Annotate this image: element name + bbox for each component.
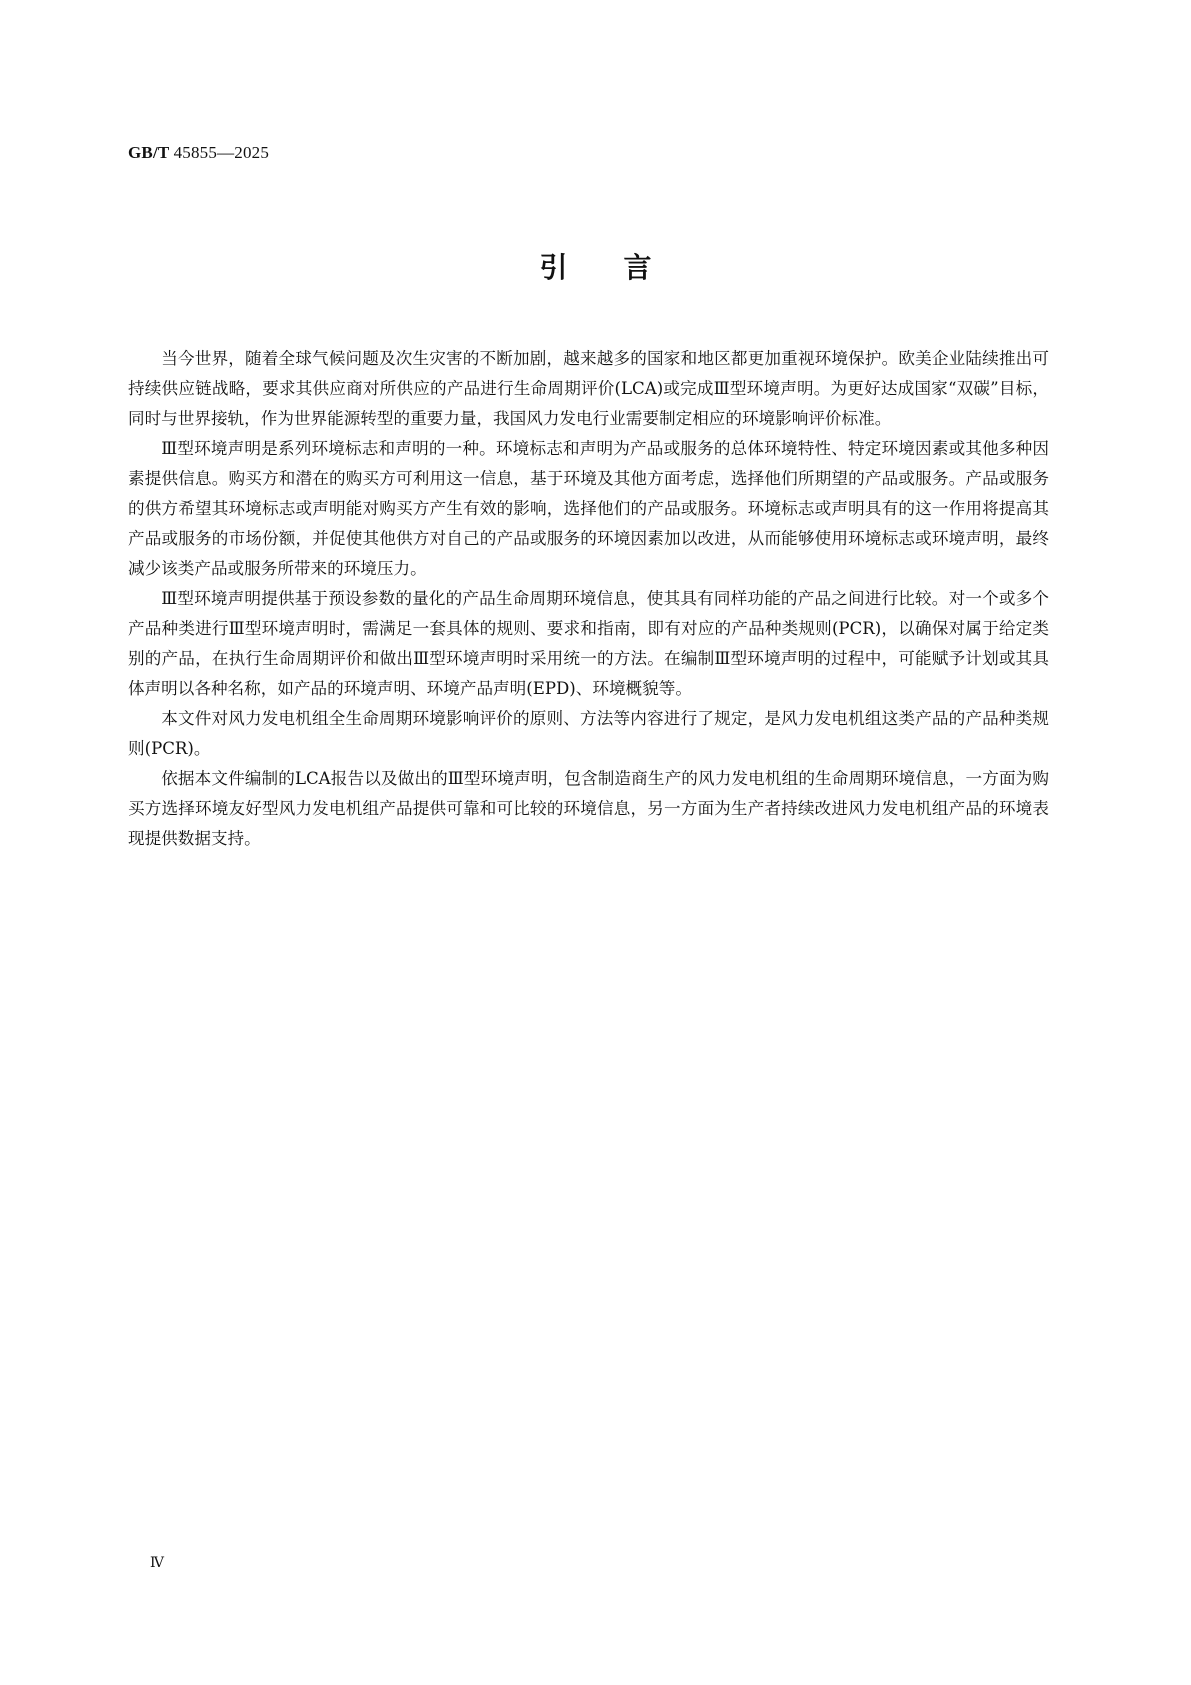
page-number: Ⅳ <box>150 1556 164 1571</box>
paragraph-4: 本文件对风力发电机组全生命周期环境影响评价的原则、方法等内容进行了规定，是风力发电机组这类产品的产品种类规则(PCR)。 <box>128 709 1049 758</box>
standard-prefix: GB/T <box>128 143 170 162</box>
page-title: 引言 <box>539 251 708 284</box>
paragraph-2: Ⅲ型环境声明是系列环境标志和声明的一种。环境标志和声明为产品或服务的总体环境特性、特定环境因素或其他多种因素提供信息。购买方和潜在的购买方可利用这一信息，基于环境及其他方面考虑，选择他们所期望的产品或服务。产品或服务的供方希望其环境标志或声明能对购买方产生有效的影响，选择他们的产品或服务。环境标志或声明具有的这一作用将提高其产品或服务的市场份额，并促使其他供方对自己的产品或服务的环境因素加以改进，从而能够使用环境标志或环境声明，最终减少该类产品或服务所带来的环境压力。 <box>128 439 1049 578</box>
paragraph-3: Ⅲ型环境声明提供基于预设参数的量化的产品生命周期环境信息，使其具有同样功能的产品之间进行比较。对一个或多个产品种类进行Ⅲ型环境声明时，需满足一套具体的规则、要求和指南，即有对应的产品种类规则(PCR)，以确保对属于给定类别的产品，在执行生命周期评价和做出Ⅲ型环境声明时采用统一的方法。在编制Ⅲ型环境声明的过程中，可能赋予计划或其具体声明以各种名称，如产品的环境声明、环境产品声明(EPD)、环境概貌等。 <box>128 589 1049 698</box>
paragraph-1: 当今世界，随着全球气候问题及次生灾害的不断加剧，越来越多的国家和地区都更加重视环境保护。欧美企业陆续推出可持续供应链战略，要求其供应商对所供应的产品进行生命周期评价(LCA)或完成Ⅲ型环境声明。为更好达成国家“双碳”目标，同时与世界接轨，作为世界能源转型的重要力量，我国风力发电行业需要制定相应的环境影响评价标准。 <box>128 349 1049 428</box>
introduction-body <box>128 344 1049 854</box>
document-code <box>128 143 269 163</box>
paragraph-5: 依据本文件编制的LCA报告以及做出的Ⅲ型环境声明，包含制造商生产的风力发电机组的生命周期环境信息，一方面为购买方选择环境友好型风力发电机组产品提供可靠和可比较的环境信息，另一方面为生产者持续改进风力发电机组产品的环境表现提供数据支持。 <box>128 769 1049 848</box>
standard-number: 45855—2025 <box>173 143 270 162</box>
